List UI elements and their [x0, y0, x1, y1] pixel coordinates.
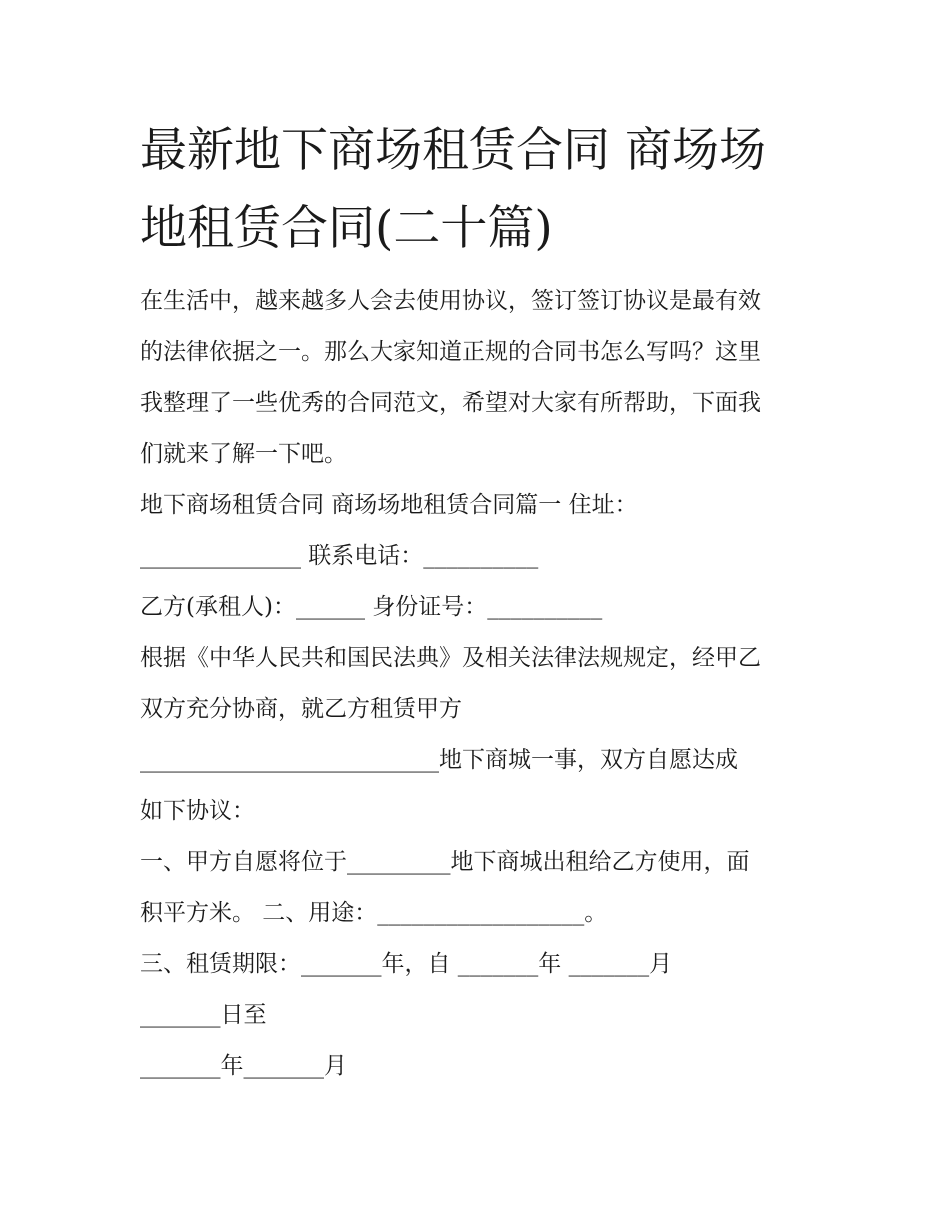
body-line-2: 的法律依据之一。那么大家知道正规的合同书怎么写吗？这里 — [140, 339, 761, 365]
title-line-2: 地租赁合同(二十篇) — [140, 201, 553, 256]
body-line-3: 我整理了一些优秀的合同范文，希望对大家有所帮助，下面我 — [140, 390, 761, 416]
body-line-8: 根据《中华人民共和国民法典》及相关法律法规规定，经甲乙 — [140, 645, 761, 671]
body-line-address-phone: ______________ 联系电话：__________ — [140, 543, 539, 569]
body-line-1: 在生活中，越来越多人会去使用协议，签订签订协议是最有效 — [140, 288, 761, 314]
document-title — [140, 112, 820, 268]
body-line-10: __________________________地下商城一事，双方自愿达成 — [140, 747, 738, 773]
clause-1: 一、甲方自愿将位于_________地下商城出租给乙方使用，面 — [140, 849, 750, 875]
body-line-tenant-id: 乙方(承租人)：______ 身份证号：__________ — [140, 594, 603, 620]
clause-3: 三、租赁期限：_______年，自 _______年 _______月 — [140, 951, 673, 977]
clause-2: 积平方米。 二、用途：__________________。 — [140, 900, 608, 926]
body-line-11: 如下协议： — [140, 798, 255, 824]
section-heading-1: 地下商场租赁合同 商场场地租赁合同篇一 住址： — [140, 492, 638, 518]
body-line-9: 双方充分协商，就乙方租赁甲方 — [140, 696, 462, 722]
body-line-4: 们就来了解一下吧。 — [140, 441, 347, 467]
clause-3-cont-1: _______日至 — [140, 1002, 267, 1028]
title-line-1: 最新地下商场租赁合同 商场场 — [140, 123, 766, 178]
clause-3-cont-2: _______年_______月 — [140, 1053, 347, 1079]
